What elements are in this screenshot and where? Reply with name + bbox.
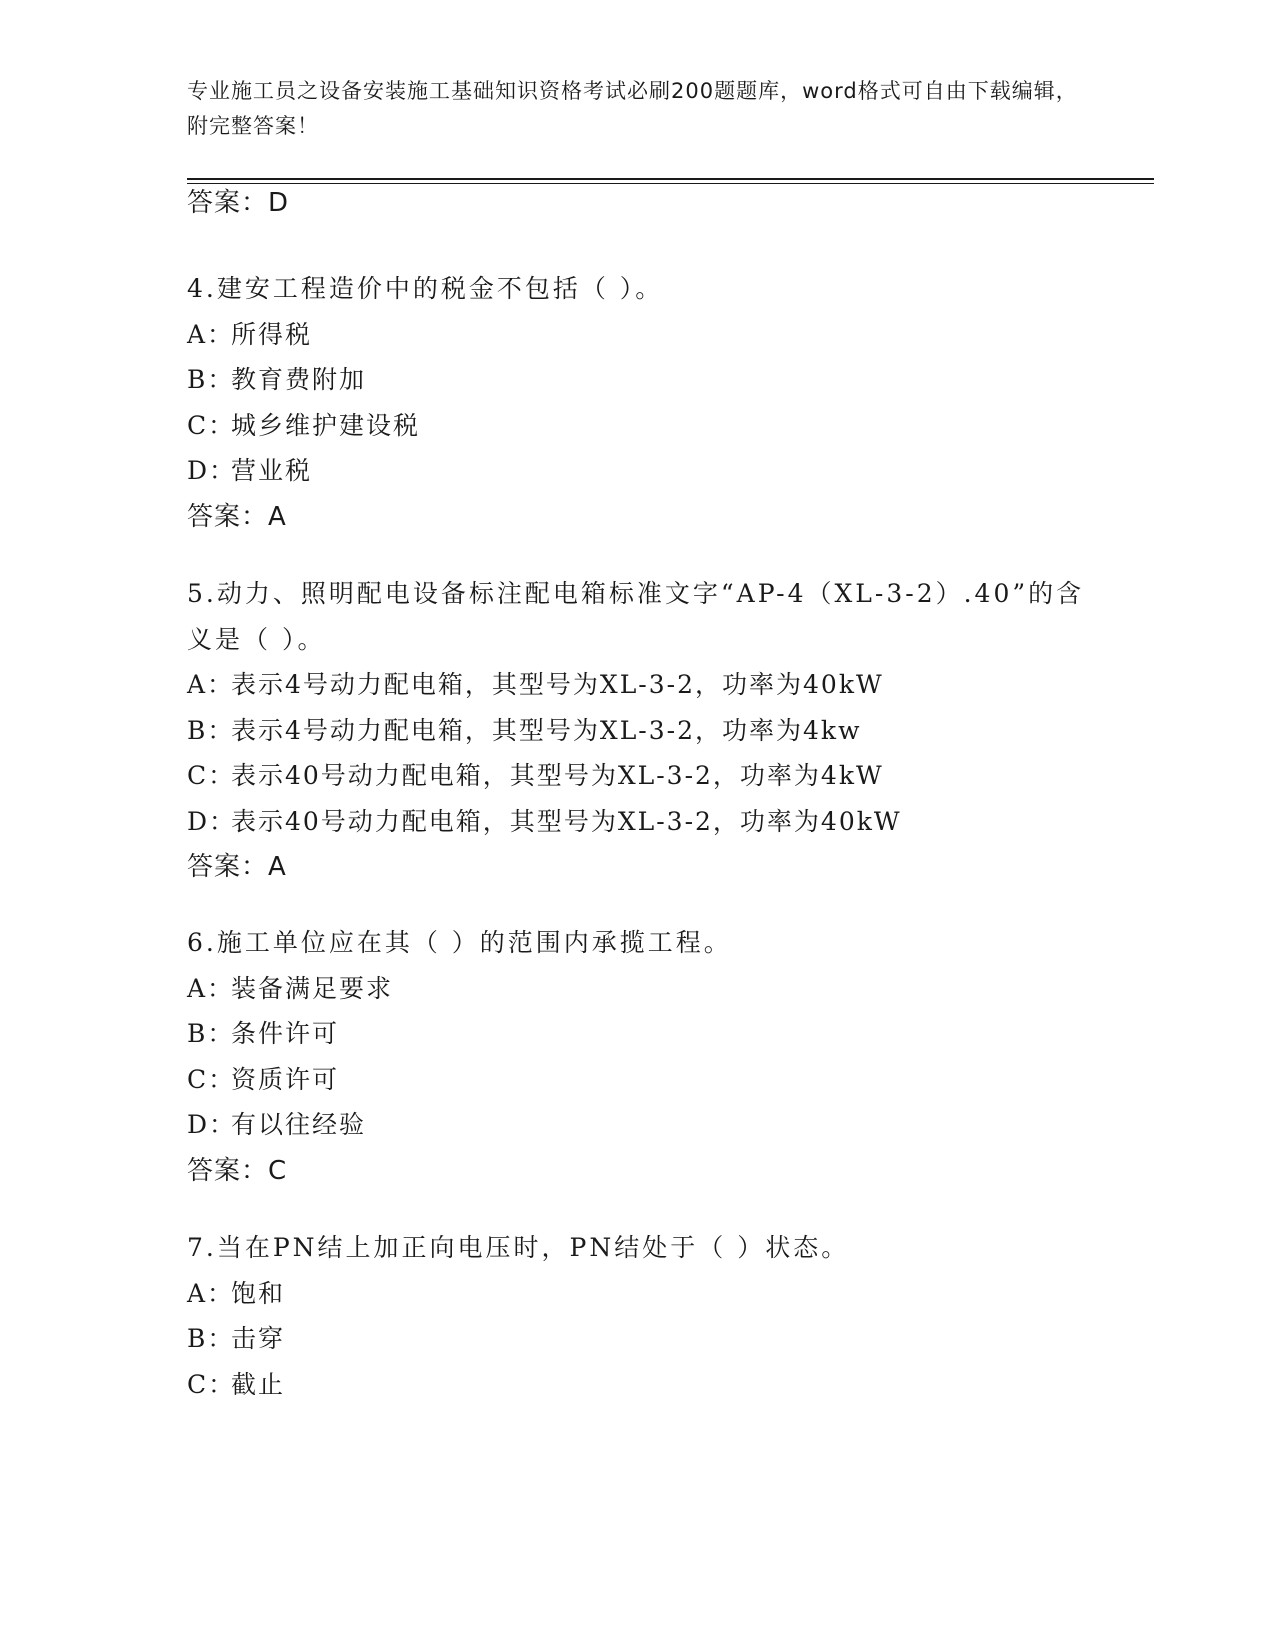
option-a — [187, 966, 1087, 1012]
option-letter: B： — [187, 1324, 235, 1353]
option-letter: A： — [187, 319, 235, 349]
option-text: 表示4号动力配电箱，其型号为XL-3-2，功率为4kw — [231, 715, 862, 745]
option-letter: B： — [187, 365, 235, 394]
answer-3: 答案：D — [187, 188, 290, 218]
option-letter: D： — [187, 1110, 237, 1139]
question-text: 6.施工单位应在其（ ）的范围内承揽工程。 — [187, 928, 732, 957]
option-text: 饱和 — [231, 1278, 286, 1308]
option-c — [187, 753, 1087, 799]
option-c — [187, 1362, 1087, 1408]
option-b — [187, 357, 1087, 403]
option-b — [187, 1011, 1087, 1057]
option-text: 资质许可 — [231, 1064, 340, 1094]
question-text: 7.当在PN结上加正向电压时，PN结处于（ ）状态。 — [187, 1233, 850, 1262]
option-letter: B： — [187, 1019, 235, 1048]
option-text: 装备满足要求 — [231, 973, 394, 1003]
option-c — [187, 403, 1087, 449]
option-text: 表示40号动力配电箱，其型号为XL-3-2，功率为40kW — [231, 806, 902, 836]
question-text: 5.动力、照明配电设备标注配电箱标准文字“AP-4（XL-3-2）.40”的含义是（ ）。 — [187, 579, 1085, 654]
question-text: 4.建安工程造价中的税金不包括（ ）。 — [187, 274, 664, 303]
option-text: 营业税 — [231, 456, 313, 485]
option-text: 条件许可 — [231, 1019, 340, 1048]
option-text: 击穿 — [231, 1324, 286, 1353]
option-d — [187, 1102, 1087, 1148]
option-d — [187, 799, 1087, 845]
option-c — [187, 1057, 1087, 1103]
option-text: 所得税 — [231, 319, 313, 349]
answer: 答案：C — [187, 1155, 288, 1186]
option-letter: C： — [187, 1369, 236, 1399]
option-text: 城乡维护建设税 — [231, 410, 421, 440]
document-header: 专业施工员之设备安装施工基础知识资格考试必刷200题题库，word格式可自由下载编辑，附完整答案！ — [187, 79, 1078, 138]
option-letter: A： — [187, 973, 235, 1003]
option-letter: C： — [187, 1064, 236, 1094]
option-text: 截止 — [231, 1369, 286, 1399]
option-text: 表示40号动力配电箱，其型号为XL-3-2，功率为4kW — [231, 761, 884, 790]
question-4 — [187, 266, 1087, 540]
option-b — [187, 708, 1087, 754]
option-letter: D： — [187, 456, 237, 485]
answer: 答案：A — [187, 501, 287, 532]
option-a — [187, 662, 1087, 708]
option-b — [187, 1316, 1087, 1362]
option-text: 有以往经验 — [231, 1110, 367, 1139]
option-letter: C： — [187, 761, 236, 790]
question-6 — [187, 920, 1087, 1194]
option-letter: C： — [187, 410, 236, 440]
question-5 — [187, 571, 1087, 890]
option-letter: A： — [187, 1278, 235, 1308]
question-7 — [187, 1225, 1087, 1407]
option-letter: B： — [187, 715, 235, 745]
option-letter: A： — [187, 670, 235, 699]
option-text: 表示4号动力配电箱，其型号为XL-3-2，功率为40kW — [231, 670, 884, 699]
option-letter: D： — [187, 806, 237, 836]
option-a — [187, 312, 1087, 358]
option-a — [187, 1271, 1087, 1317]
option-d — [187, 448, 1087, 494]
option-text: 教育费附加 — [231, 365, 367, 394]
answer: 答案：A — [187, 852, 287, 882]
